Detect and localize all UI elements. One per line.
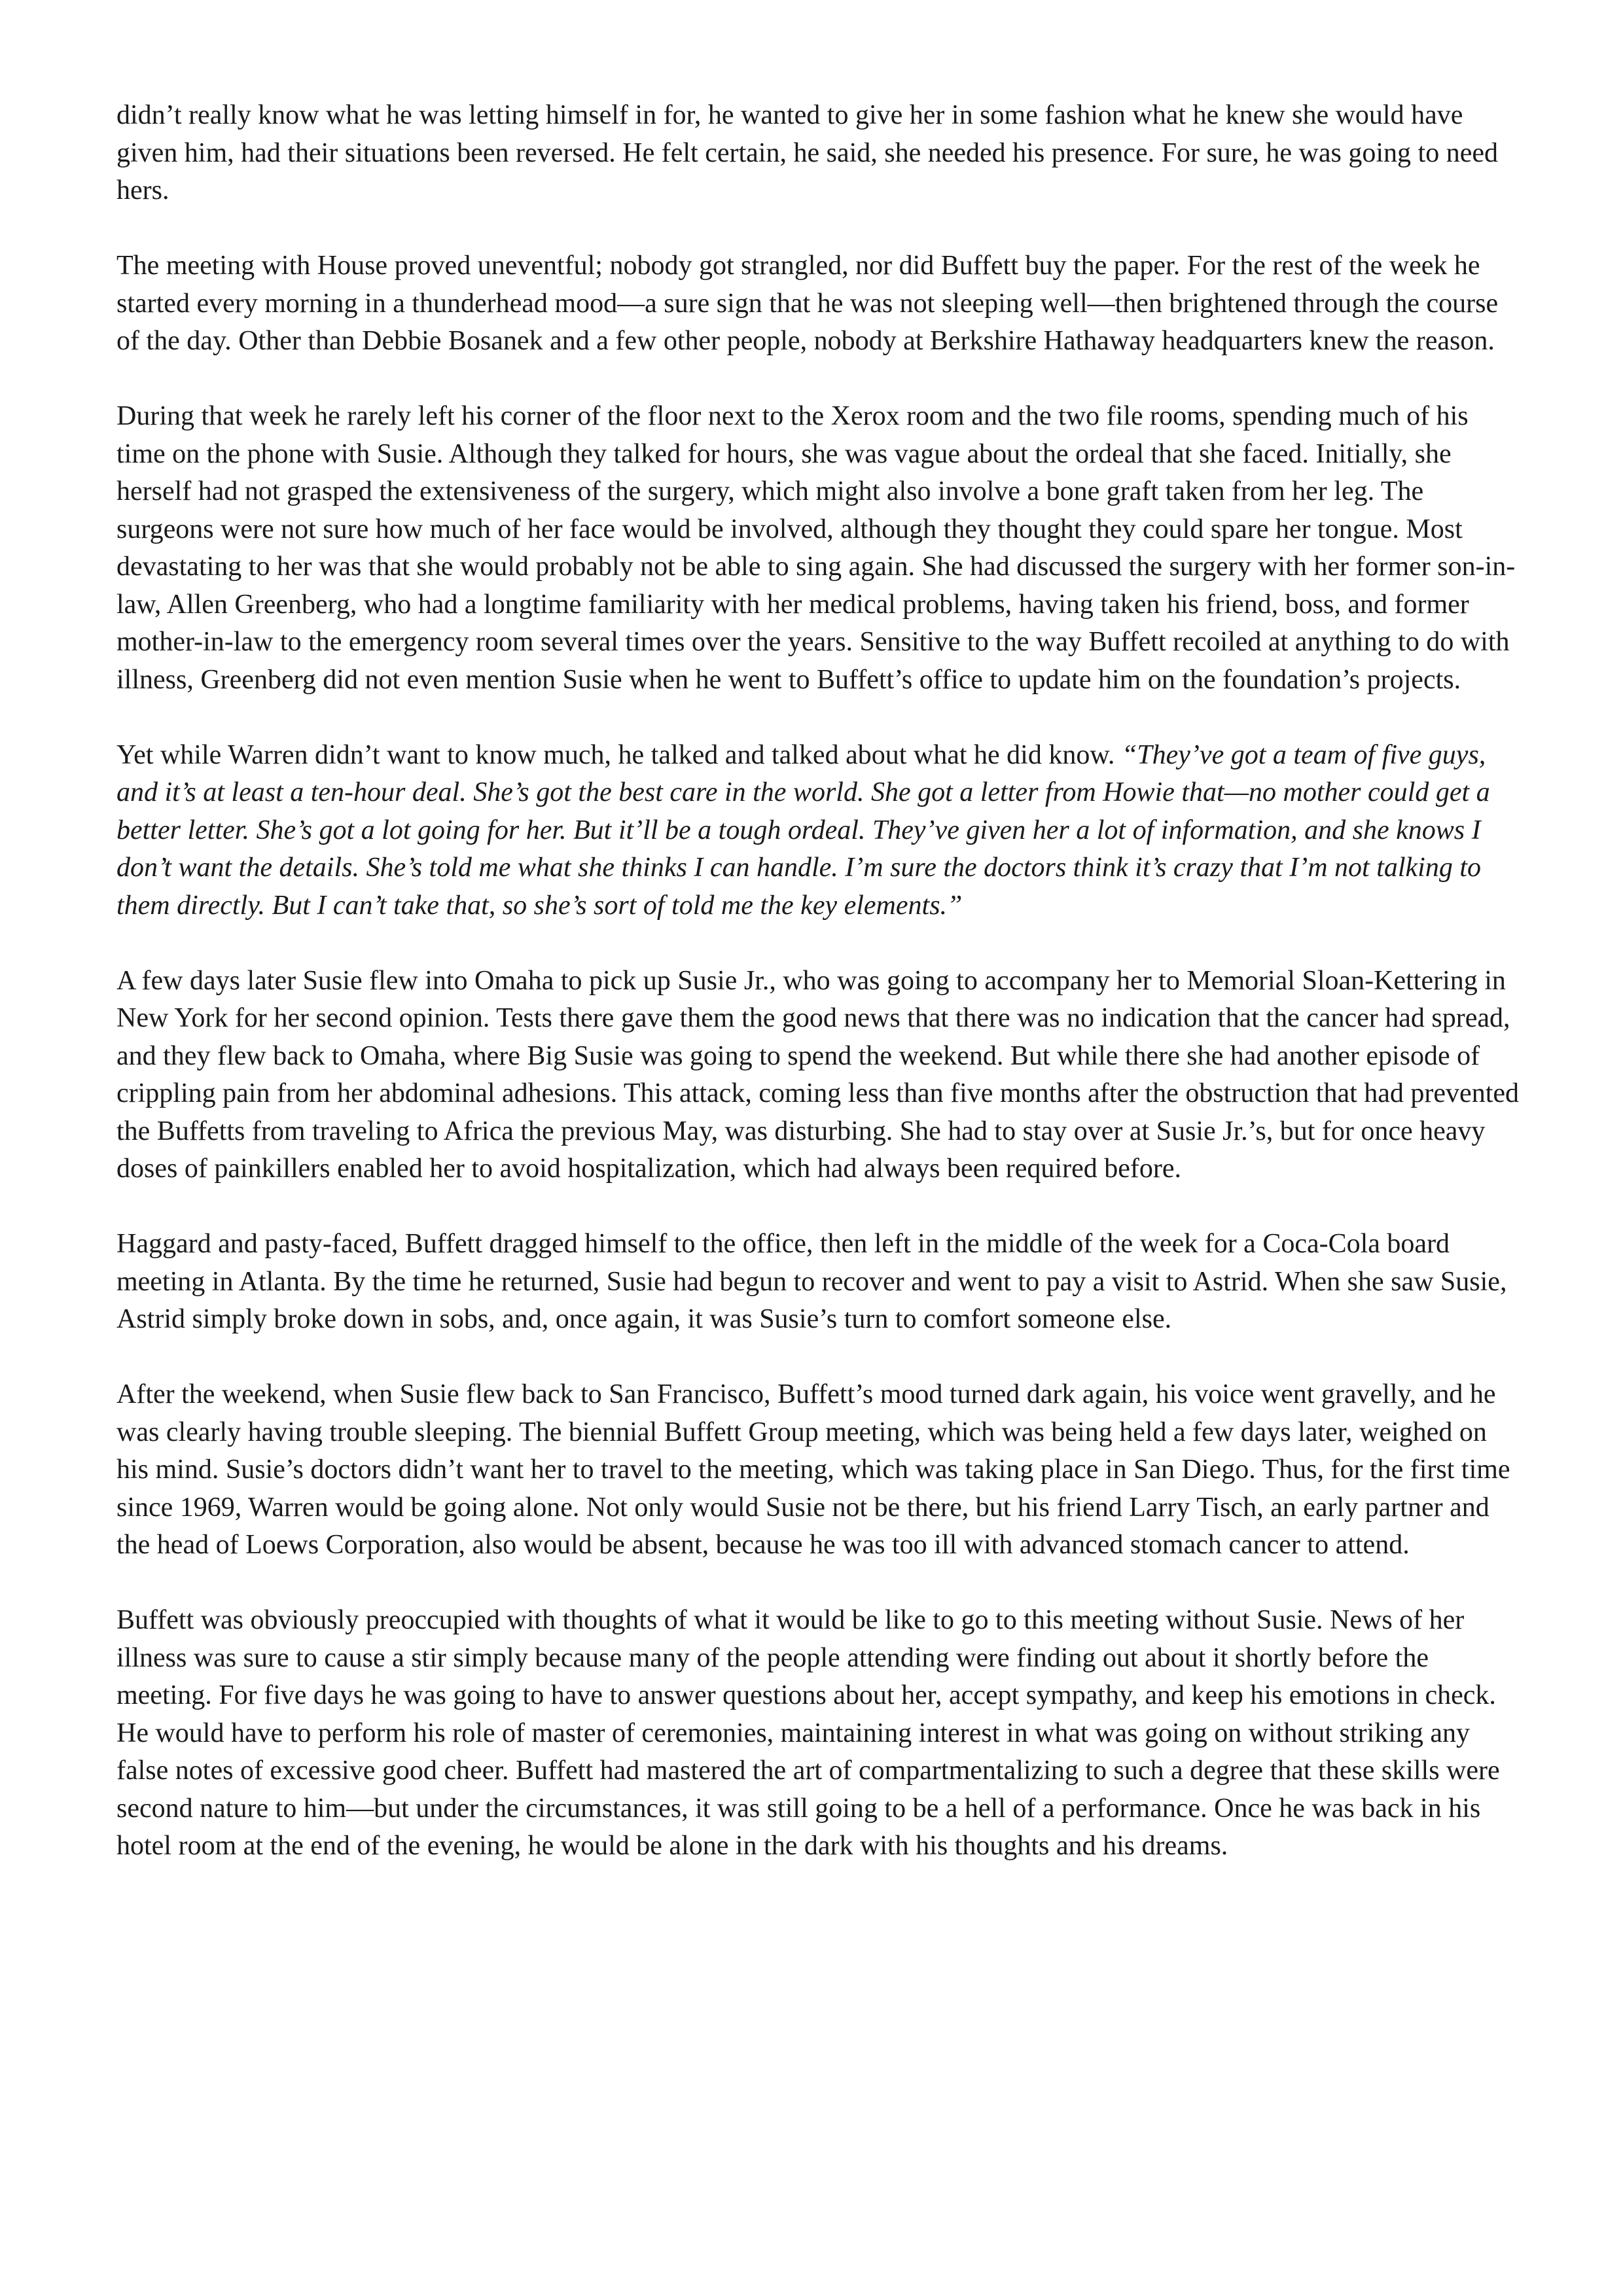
paragraph [116,737,1524,925]
paragraph [116,247,1524,361]
paragraph-text: A few days later Susie flew into Omaha to pick up Susie Jr., who was going to accompany her to Memorial Sloan-Kettering in New York for her second opinion. Tests there gave them the good news that there was no indication that the cancer had spread, and they flew back to Omaha, where Big Susie was going to spend the weekend. But while there she had another episode of crippling pain from her abdominal adhesions. This attack, coming less than five months after the obstruction that had prevented the Buffetts from traveling to Africa the previous May, was disturbing. She had to stay over at Susie Jr.’s, but for once heavy doses of painkillers enabled her to avoid hospitalization, which had always been required before. [116,965,1520,1184]
paragraph-text: The meeting with House proved uneventful; nobody got strangled, nor did Buffett buy the paper. For the rest of the week he started every morning in a thunderhead mood—a sure sign that he was not sleeping well—then brightened through the course of the day. Other than Debbie Bosanek and a few other people, nobody at Berkshire Hathaway headquarters knew the reason. [116,251,1499,356]
quotation-text: “They’ve got a team of five guys, and it’s at least a ten-hour deal. She’s got the best care in the world. She got a letter from Howie that—no mother could get a better letter. She’s got a lot going for her. But it’ll be a tough ordeal. They’ve given her a lot of information, and she knows I don’t want the details. She’s told me what she thinks I can handle. I’m sure the doctors think it’s crazy that I’m not talking to them directly. But I can’t take that, so she’s sort of told me the key elements.” [116,739,1490,921]
paragraph-text: Haggard and pasty-faced, Buffett dragged himself to the office, then left in the middle of the week for a Coca-Cola board meeting in Atlanta. By the time he returned, Susie had begun to recover and went to pay a visit to Astrid. When she saw Susie, Astrid simply broke down in sobs, and, once again, it was Susie’s turn to comfort someone else. [116,1229,1507,1334]
paragraph-text: After the weekend, when Susie flew back to San Francisco, Buffett’s mood turned dark again, his voice went gravelly, and he was clearly having trouble sleeping. The biennial Buffett Group meeting, which was being held a few days later, weighed on his mind. Susie’s doctors didn’t want her to travel to the meeting, which was taking place in San Diego. Thus, for the first time since 1969, Warren would be going alone. Not only would Susie not be there, but his friend Larry Tisch, an early partner and the head of Loews Corporation, also would be absent, because he was too ill with advanced stomach cancer to attend. [116,1379,1510,1560]
document-page [116,97,1524,1865]
paragraph-text: Yet while Warren didn’t want to know much, he talked and talked about what he did know. [116,739,1122,770]
paragraph [116,963,1524,1188]
paragraph-text: Buffett was obviously preoccupied with thoughts of what it would be like to go to this meeting without Susie. News of her illness was sure to cause a stir simply because many of the people attending were finding out about it shortly before the meeting. For five days he was going to have to answer questions about her, accept sympathy, and keep his emotions in check. He would have to perform his role of master of ceremonies, maintaining interest in what was going on without striking any false notes of excessive good cheer. Buffett had mastered the art of compartmentalizing to such a degree that these skills were second nature to him—but under the circumstances, it was still going to be a hell of a performance. Once he was back in his hotel room at the end of the evening, he would be alone in the dark with his thoughts and his dreams. [116,1605,1500,1861]
paragraph [116,1602,1524,1865]
paragraph [116,398,1524,699]
paragraph [116,97,1524,210]
paragraph [116,1226,1524,1339]
paragraph-text: didn’t really know what he was letting himself in for, he wanted to give her in some fashion what he knew she would have given him, had their situations been reversed. He felt certain, he said, she needed his presence. For sure, he was going to need hers. [116,100,1498,205]
paragraph [116,1376,1524,1564]
paragraph-text: During that week he rarely left his corner of the floor next to the Xerox room and the two file rooms, spending much of his time on the phone with Susie. Although they talked for hours, she was vague about the ordeal that she faced. Initially, she herself had not grasped the extensiveness of the surgery, which might also involve a bone graft taken from her leg. The surgeons were not sure how much of her face would be involved, although they thought they could spare her tongue. Most devastating to her was that she would probably not be able to sing again. She had discussed the surgery with her former son-in-law, Allen Greenberg, who had a longtime familiarity with her medical problems, having taken his friend, boss, and former mother-in-law to the emergency room several times over the years. Sensitive to the way Buffett recoiled at anything to do with illness, Greenberg did not even mention Susie when he went to Buffett’s office to update him on the foundation’s projects. [116,401,1516,695]
